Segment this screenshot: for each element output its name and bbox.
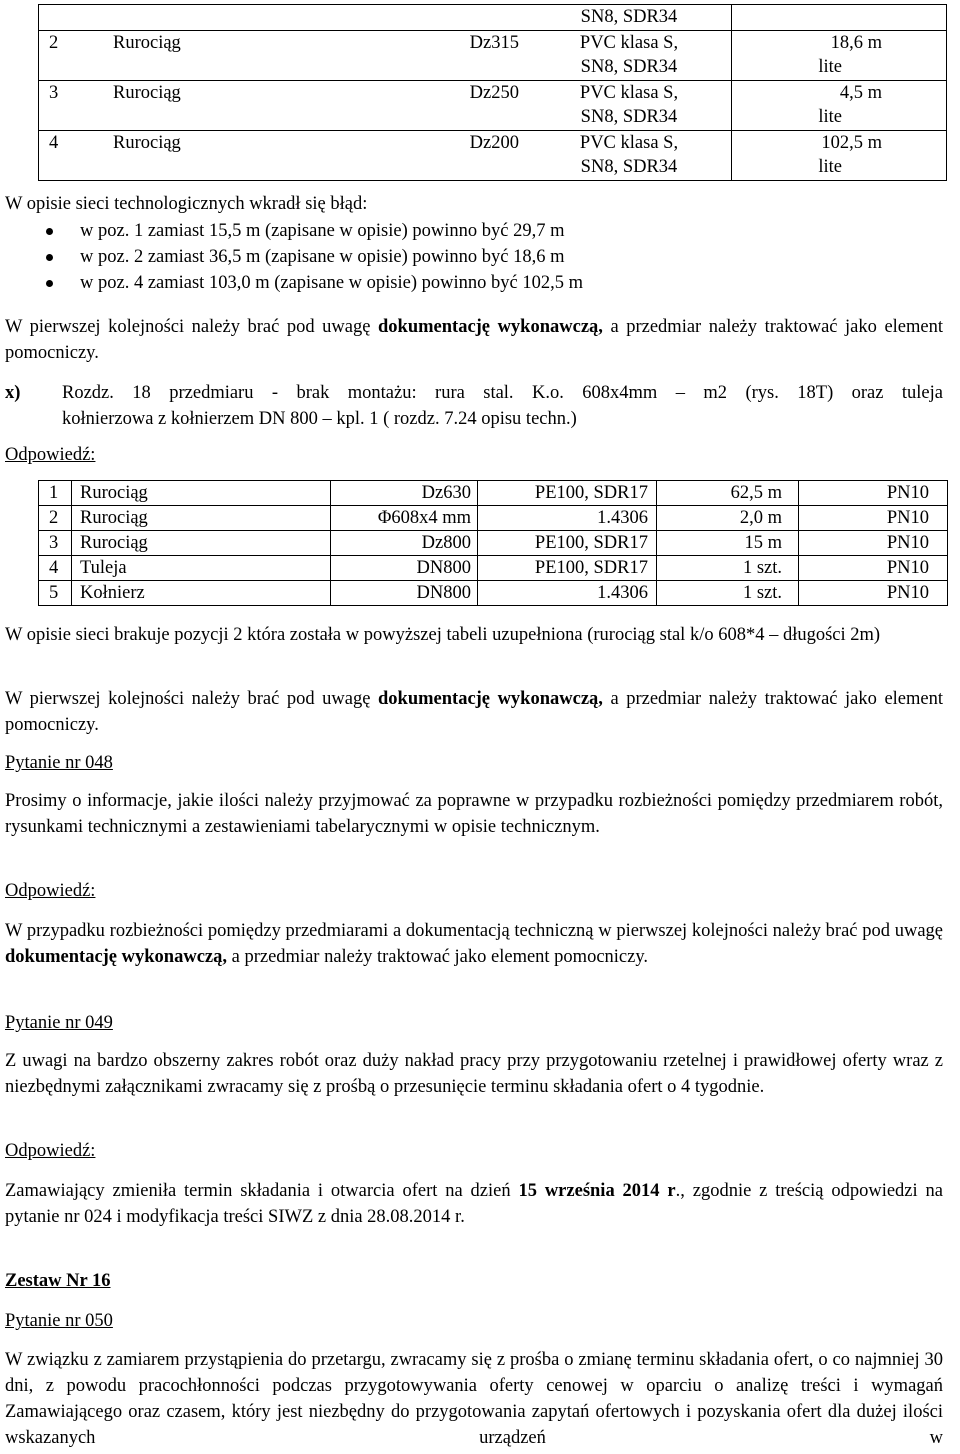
table-row: 3 Rurociąg Dz800 PE100, SDR17 15 m PN10 [39, 531, 948, 556]
list-item: w poz. 4 zamiast 103,0 m (zapisane w opisie) powinno być 102,5 m [5, 270, 583, 296]
table-row [39, 30, 947, 80]
emphasis: dokumentację wykonawczą, [5, 947, 227, 967]
item-x-line-1: Rozdz. 18 przedmiaru - brak montażu: rura stal. K.o. 608x4mm – m2 (rys. 18T) oraz tuleja [62, 383, 943, 403]
note-paragraph: W pierwszej kolejności należy brać pod uwagę dokumentację wykonawczą, a przedmiar należy traktować jako element pomocniczy. [5, 689, 943, 735]
table-row [39, 5, 947, 31]
answer-text: Zamawiający zmieniła termin składania i otwarcia ofert na dzień 15 września 2014 r., zgodnie z treścią odpowiedzi na pytanie nr 024 i modyfikacja treści SIWZ z dnia 28.08.2014 r. [5, 1181, 943, 1227]
table-row [39, 80, 947, 130]
pipeline-table-pvc [38, 4, 947, 181]
row-material-2: SN8, SDR34 [580, 157, 678, 177]
question-text: Prosimy o informacje, jakie ilości należy przyjmować za poprawne w przypadku rozbieżności pomiędzy przedmiarem robót, rysunkami technicznymi a zestawieniami tabelarycznymi w opisie technicznym. [5, 791, 943, 837]
missing-position-note: W opisie sieci brakuje pozycji 2 która została w powyższej tabeli uzupełniona (rurociąg stal k/o 608*4 – długości 2m) [5, 625, 881, 645]
emphasis: dokumentację wykonawczą, [378, 689, 603, 709]
list-item: w poz. 1 zamiast 15,5 m (zapisane w opisie) powinno być 29,7 m [5, 218, 583, 244]
row-length: 18,6 m [830, 32, 882, 53]
list-item: w poz. 2 zamiast 36,5 m (zapisane w opisie) powinno być 18,6 m [5, 244, 583, 270]
material-fragment: SN8, SDR34 [580, 7, 678, 27]
table-row: 5 Kołnierz DN800 1.4306 1 szt. PN10 [39, 581, 948, 606]
question-title: Pytanie nr 050 [5, 1311, 113, 1331]
row-material: PVC klasa S, [579, 32, 679, 53]
row-length: 102,5 m [821, 132, 882, 153]
item-x-line-2: kołnierzowa z kołnierzem DN 800 – kpl. 1 ( rozdz. 7.24 opisu techn.) [62, 409, 577, 429]
bullet-icon [46, 280, 53, 287]
correction-list [5, 218, 583, 296]
answer-label: Odpowiedź: [5, 1141, 96, 1161]
row-dimension: Dz200 [469, 132, 519, 153]
row-dimension: Dz250 [469, 82, 519, 103]
bullet-icon [46, 254, 53, 261]
answer-text: W przypadku rozbieżności pomiędzy przedmiarami a dokumentacją techniczną w pierwszej kolejności należy brać pod uwagę dokumentację wykonawczą, a przedmiar należy traktować jako element pomocniczy. [5, 921, 943, 967]
row-type: lite [818, 157, 842, 177]
table-row: 4 Tuleja DN800 PE100, SDR17 1 szt. PN10 [39, 556, 948, 581]
pipeline-table-pe [38, 480, 948, 606]
row-number: 4 [49, 132, 59, 153]
emphasis: 15 września 2014 r [518, 1181, 676, 1201]
table-row: 2 Rurociąg Φ608x4 mm 1.4306 2,0 m PN10 [39, 506, 948, 531]
bullet-icon [46, 228, 53, 235]
row-type: lite [818, 107, 842, 127]
set-title: Zestaw Nr 16 [5, 1271, 111, 1291]
answer-label: Odpowiedź: [5, 445, 96, 465]
row-type: lite [818, 57, 842, 77]
row-material-2: SN8, SDR34 [580, 107, 678, 127]
row-number: 2 [49, 32, 59, 53]
question-text: Z uwagi na bardzo obszerny zakres robót oraz duży nakład pracy przy przygotowaniu rzetelnej i prawidłowej oferty wraz z niezbędnymi załącznikami zwracamy się z prośbą o przesunięcie terminu składania ofert o 4 tygodnie. [5, 1051, 943, 1097]
answer-label: Odpowiedź: [5, 881, 96, 901]
item-label: x) [5, 383, 21, 403]
table-row [39, 130, 947, 180]
row-material: PVC klasa S, [579, 82, 679, 103]
row-name: Rurociąg [113, 132, 181, 153]
row-dimension: Dz315 [469, 32, 519, 53]
question-title: Pytanie nr 048 [5, 753, 113, 773]
row-name: Rurociąg [113, 32, 181, 53]
note-paragraph: W pierwszej kolejności należy brać pod uwagę dokumentację wykonawczą, a przedmiar należy traktować jako element pomocniczy. [5, 317, 943, 363]
emphasis: dokumentację wykonawczą, [378, 317, 603, 337]
error-intro: W opisie sieci technologicznych wkradł się błąd: [5, 194, 368, 214]
question-title: Pytanie nr 049 [5, 1013, 113, 1033]
question-text: W związku z zamiarem przystąpienia do przetargu, zwracamy się z prośba o zmianę terminu składania ofert, o co najmniej 30 dni, z powodu pracochłonności podczas przygotowywania oferty cenowej w oparciu o analizę treści i wymagań Zamawiającego oraz czasem, który jest niezbędny do przygotowania zapytań ofertowych i pozyskania ofert dla dużej ilości wskazanych urządzeń w [5, 1350, 943, 1448]
row-material: PVC klasa S, [579, 132, 679, 153]
row-length: 4,5 m [839, 82, 882, 103]
row-material-2: SN8, SDR34 [580, 57, 678, 77]
row-name: Rurociąg [113, 82, 181, 103]
table-row: 1 Rurociąg Dz630 PE100, SDR17 62,5 m PN10 [39, 481, 948, 506]
row-number: 3 [49, 82, 59, 103]
